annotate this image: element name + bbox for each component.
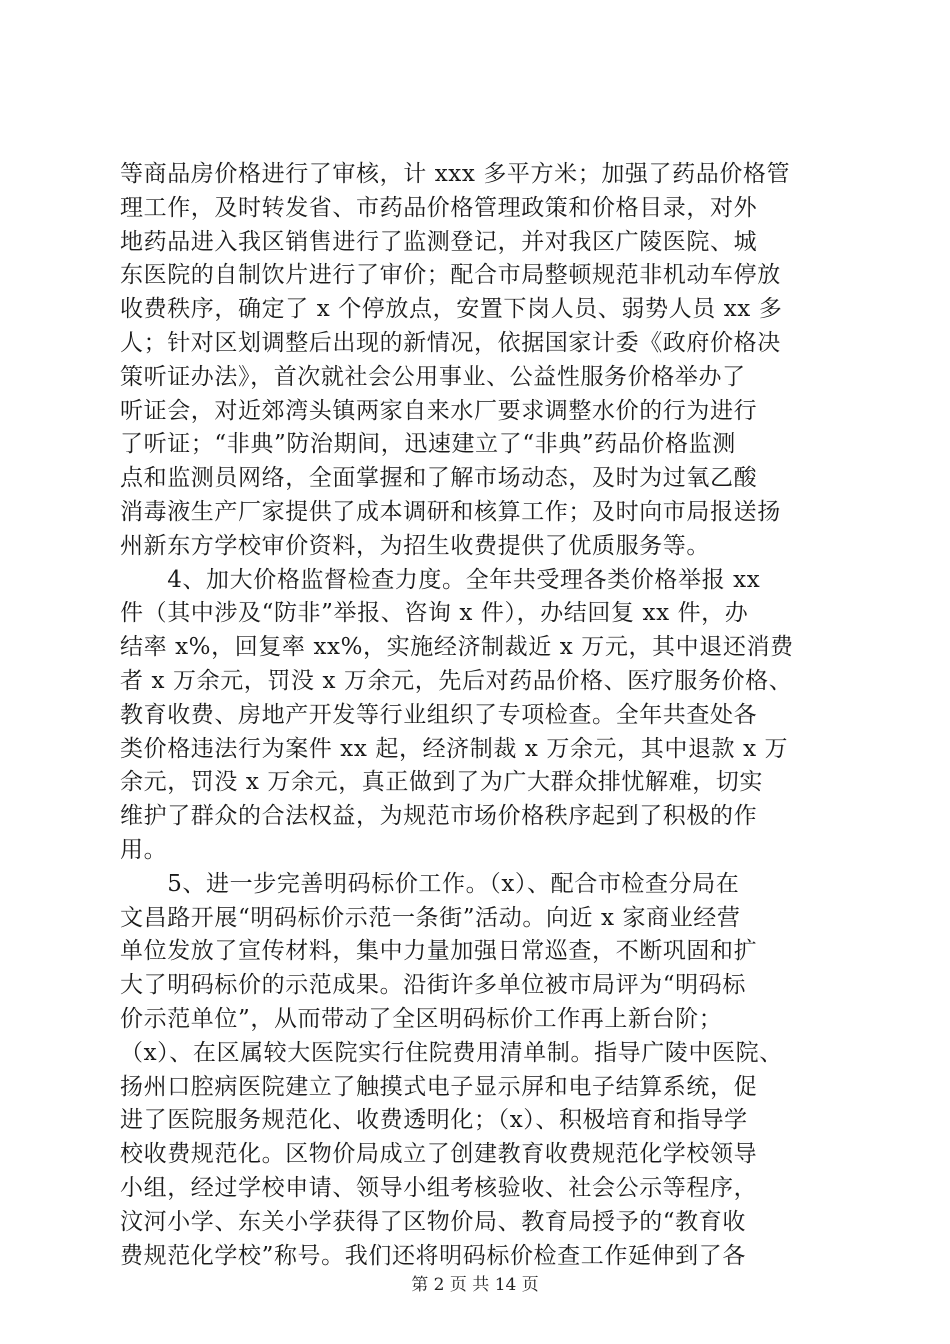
text-line: （x）、在区属较大医院实行住院费用清单制。指导广陵中医院、: [120, 1039, 783, 1066]
text-line: 东医院的自制饮片进行了审价；配合市局整顿规范非机动车停放: [120, 262, 781, 289]
text-line: 消毒液生产厂家提供了成本调研和核算工作；及时向市局报送扬: [120, 498, 781, 525]
paragraph-5-start: 5、进一步完善明码标价工作。（x）、配合市检查分局在: [120, 870, 740, 897]
text-line: 校收费规范化。区物价局成立了创建教育收费规范化学校领导: [120, 1141, 758, 1168]
text-line: 点和监测员网络，全面掌握和了解市场动态，及时为过氧乙酸: [120, 465, 758, 492]
text-line: 了听证；“非典”防治期间，迅速建立了“非典”药品价格监测: [120, 431, 736, 458]
text-line: 者 x 万余元，罚没 x 万余元，先后对药品价格、医疗服务价格、: [120, 667, 793, 694]
text-line: 文昌路开展“明码标价示范一条街”活动。向近 x 家商业经营: [120, 904, 741, 931]
text-line: 听证会，对近郊湾头镇两家自来水厂要求调整水价的行为进行: [120, 397, 758, 424]
text-line: 人；针对区划调整后出现的新情况，依据国家计委《政府价格决: [120, 329, 781, 356]
text-line: 扬州口腔病医院建立了触摸式电子显示屏和电子结算系统，促: [120, 1073, 758, 1100]
text-line: 余元，罚没 x 万余元，真正做到了为广大群众排忧解难，切实: [120, 769, 763, 796]
text-line: 汶河小学、东关小学获得了区物价局、教育局授予的“教育收: [120, 1208, 746, 1235]
text-line: 地药品进入我区销售进行了监测登记，并对我区广陵医院、城: [120, 228, 758, 255]
text-line: 结率 x%，回复率 xx%，实施经济制裁近 x 万元，其中退还消费: [120, 634, 794, 661]
text-line: 理工作，及时转发省、市药品价格管理政策和价格目录，对外: [120, 194, 758, 221]
paragraph-4-start: 4、加大价格监督检查力度。全年共受理各类价格举报 xx: [120, 566, 761, 593]
text-line: 价示范单位”，从而带动了全区明码标价工作再上新台阶；: [120, 1005, 723, 1032]
text-line: 件（其中涉及“防非”举报、咨询 x 件），办结回复 xx 件，办: [120, 600, 749, 627]
text-line: 等商品房价格进行了审核，计 xxx 多平方米；加强了药品价格管: [120, 161, 791, 187]
body-text: [120, 158, 830, 1273]
text-line: 维护了群众的合法权益，为规范市场价格秩序起到了积极的作: [120, 803, 758, 830]
text-line: 进了医院服务规范化、收费透明化；（x）、积极培育和指导学: [120, 1107, 748, 1134]
text-line: 费规范化学校”称号。我们还将明码标价检查工作延伸到了各: [120, 1242, 746, 1269]
text-line: 类价格违法行为案件 xx 起，经济制裁 x 万余元，其中退款 x 万: [120, 735, 789, 762]
text-line: 大了明码标价的示范成果。沿街许多单位被市局评为“明码标: [120, 972, 746, 999]
page-number-footer: 第 2 页 共 14 页: [411, 1275, 539, 1295]
text-line: 用。: [120, 836, 168, 863]
text-line: 小组，经过学校申请、领导小组考核验收、社会公示等程序，: [120, 1174, 758, 1201]
text-line: 教育收费、房地产开发等行业组织了专项检查。全年共查处各: [120, 701, 758, 728]
text-line: 策听证办法》，首次就社会公用事业、公益性服务价格举办了: [120, 363, 746, 390]
text-line: 单位发放了宣传材料，集中力量加强日常巡查，不断巩固和扩: [120, 938, 758, 965]
text-line: 收费秩序，确定了 x 个停放点，安置下岗人员、弱势人员 xx 多: [120, 296, 783, 323]
text-line: 州新东方学校审价资料，为招生收费提供了优质服务等。: [120, 532, 710, 559]
